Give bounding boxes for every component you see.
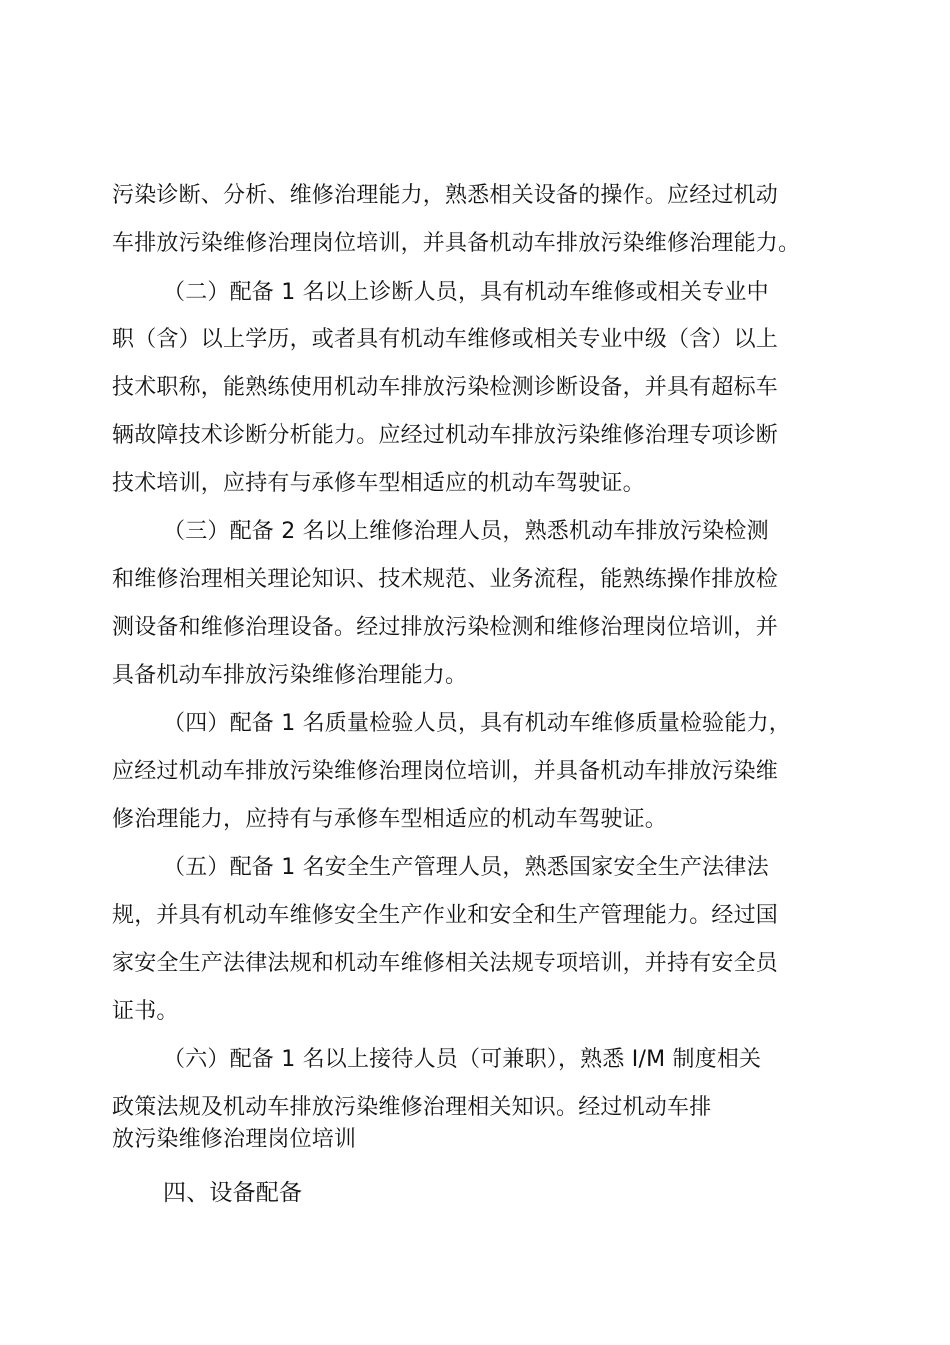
section-heading: 四、设备配备: [163, 1180, 303, 1206]
text-line: 测设备和维修治理设备。经过排放污染检测和维修治理岗位培训，并: [112, 615, 779, 640]
text-line: 职（含）以上学历，或者具有机动车维修或相关专业中级（含）以上: [112, 327, 779, 352]
text-line: 修治理能力，应持有与承修车型相适应的机动车驾驶证。: [112, 807, 668, 832]
text-line: 证书。: [112, 999, 179, 1024]
paragraph-start-line: （四）配备 1 名质量检验人员，具有机动车维修质量检验能力，: [163, 711, 791, 736]
paragraph-start-line: （五）配备 1 名安全生产管理人员，熟悉国家安全生产法律法: [163, 855, 769, 880]
text-line: 规，并具有机动车维修安全生产作业和安全和生产管理能力。经过国: [112, 903, 779, 928]
text-line: 政策法规及机动车排放污染维修治理相关知识。经过机动车排: [112, 1095, 712, 1120]
text-line: 辆故障技术诊断分析能力。应经过机动车排放污染维修治理专项诊断: [112, 423, 779, 448]
text-line: 技术职称，能熟练使用机动车排放污染检测诊断设备，并具有超标车: [112, 375, 779, 400]
paragraph-start-line: （三）配备 2 名以上维修治理人员，熟悉机动车排放污染检测: [163, 519, 769, 544]
text-line: 技术培训，应持有与承修车型相适应的机动车驾驶证。: [112, 471, 645, 496]
text-line: 家安全生产法律法规和机动车维修相关法规专项培训，并持有安全员: [112, 951, 779, 976]
text-line: 和维修治理相关理论知识、技术规范、业务流程，能熟练操作排放检: [112, 567, 779, 592]
paragraph-start-line: （六）配备 1 名以上接待人员（可兼职），熟悉 I/M 制度相关: [163, 1047, 762, 1072]
text-line: 污染诊断、分析、维修治理能力，熟悉相关设备的操作。应经过机动: [112, 183, 779, 208]
text-line: 应经过机动车排放污染维修治理岗位培训，并具备机动车排放污染维: [112, 759, 779, 784]
paragraph-start-line: （二）配备 1 名以上诊断人员，具有机动车维修或相关专业中: [163, 280, 769, 305]
text-line: 车排放污染维修治理岗位培训，并具备机动车排放污染维修治理能力。: [112, 231, 801, 256]
text-line: 放污染维修治理岗位培训: [112, 1127, 357, 1152]
text-line: 具备机动车排放污染维修治理能力。: [112, 663, 468, 688]
